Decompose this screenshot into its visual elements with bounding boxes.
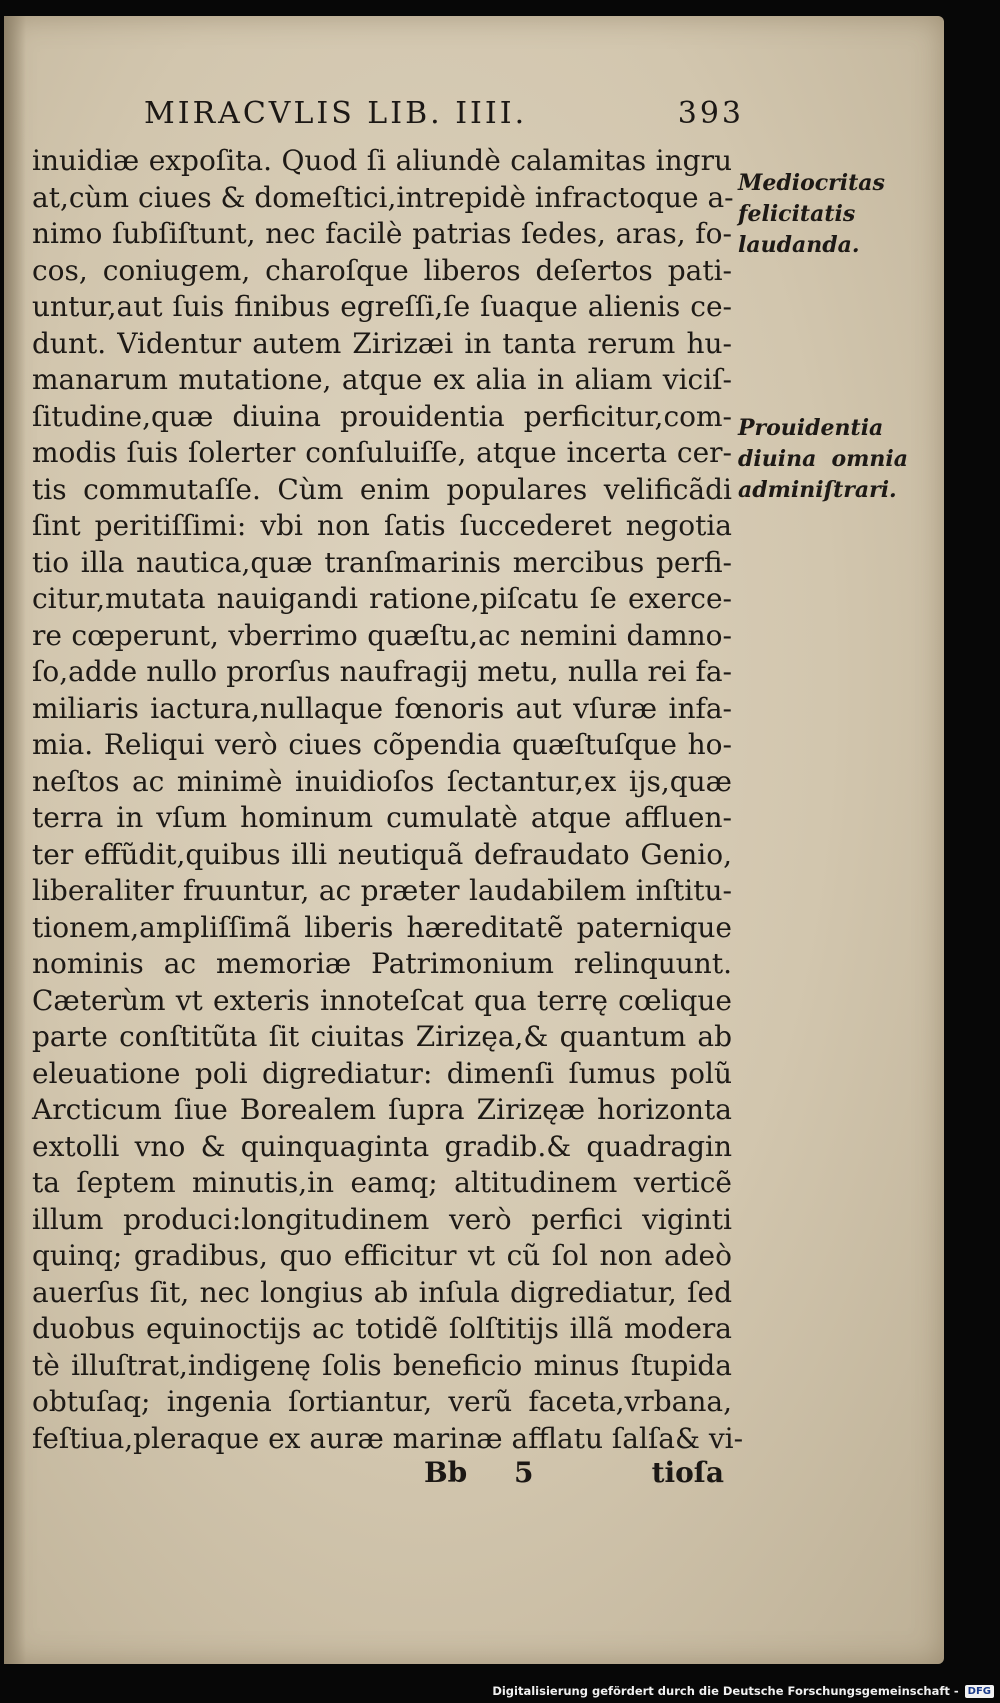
text-line: extolli vno & quinquaginta gradib.& quadragin: [32, 1129, 732, 1163]
text-line: Cæterùm vt exteris innoteſcat qua terrę cœlique: [32, 983, 732, 1017]
signature-mark: Bb: [424, 1456, 468, 1489]
margin-note-prouidentia: [738, 413, 908, 506]
text-line: citur,mutata nauigandi ratione,piſcatu ſe exerce-: [32, 582, 732, 615]
text-line: terra in vſum hominum cumulatè atque affluen-: [32, 801, 732, 834]
text-line: miliaris iactura,nullaque fœnoris aut vſuræ infa-: [32, 691, 732, 725]
text-line: ſitudine,quæ diuina prouidentia perficitur,com-: [32, 399, 732, 433]
text-line: parte conſtitũta ſit ciuitas Zirizęa,& quantum ab: [32, 1020, 732, 1053]
text-line: tio illa nautica,quæ tranſmarinis mercibus perfi-: [32, 545, 732, 579]
page-gutter-shadow: [4, 16, 26, 1664]
text-line: ſint peritiſſimi: vbi non ſatis ſuccederet negotia: [32, 509, 732, 542]
margin-note-line: Mediocritas: [738, 170, 885, 196]
main-text-block: [32, 143, 744, 1457]
dfg-logo: DFG: [965, 1685, 994, 1698]
text-line: duobus equinoctijs ac totidẽ ſolſtitijs illã modera: [32, 1312, 732, 1345]
page-footer: [424, 1456, 724, 1496]
catchword: tioſa: [651, 1456, 724, 1489]
signature-number: 5: [514, 1456, 534, 1489]
text-line: tionem,ampliſſimã liberis hæreditatẽ paternique: [32, 910, 732, 944]
text-line: obtuſaq; ingenia ſortiantur, verũ faceta,vrbana,: [32, 1385, 732, 1418]
text-line: feſtiua,pleraque ex auræ marinæ afflatu ſalſa& vi-: [32, 1421, 744, 1455]
margin-note-line: Prouidentia: [738, 415, 884, 441]
text-line: quinq; gradibus, quo efficitur vt cũ ſol non adeò: [32, 1239, 732, 1272]
text-line: modis ſuis ſolerter conſuluiſſe, atque incerta cer-: [32, 436, 732, 469]
margin-note-line: felicitatis: [738, 201, 856, 227]
text-line: liberaliter fruuntur, ac præter laudabilem inſtitu-: [32, 874, 732, 907]
page-number: 393: [677, 96, 744, 131]
text-line: nominis ac memoriæ Patrimonium relinquunt.: [32, 947, 732, 980]
text-line: cos, coniugem, charoſque liberos deſertos pati-: [32, 253, 732, 287]
margin-note-line: laudanda.: [738, 232, 860, 258]
text-line: untur,aut ſuis finibus egreſſi,ſe ſuaque alienis ce-: [32, 290, 732, 323]
margin-note-line: adminiſtrari.: [738, 477, 897, 503]
text-line: mia. Reliqui verò ciues cõpendia quæſtuſque ho-: [32, 728, 732, 761]
digitization-credit: [474, 1679, 1000, 1703]
text-line: dunt. Videntur autem Zirizæi in tanta rerum hu-: [32, 326, 732, 360]
running-header: [144, 96, 744, 136]
text-line: ta ſeptem minutis,in eamq; altitudinem verticẽ: [32, 1166, 732, 1199]
text-line: ſo,adde nullo prorſus naufragij metu, nulla rei fa-: [32, 655, 732, 688]
text-line: neſtos ac minimè inuidioſos ſectantur,ex ijs,quæ: [32, 764, 732, 798]
book-page: [4, 16, 944, 1664]
text-line: nimo ſubſiſtunt, nec facilè patrias ſedes, aras, fo-: [32, 217, 732, 250]
text-line: manarum mutatione, atque ex alia in aliam viciſ-: [32, 363, 732, 396]
text-line: inuidiæ expoſita. Quod ſi aliundè calamitas ingru: [32, 144, 732, 177]
text-line: tè illuſtrat,indigenę ſolis beneficio minus ſtupida: [32, 1348, 732, 1382]
text-line: eleuatione poli digrediatur: dimenſi ſumus polũ: [32, 1056, 732, 1090]
margin-note-mediocritas: [738, 168, 908, 261]
running-title: MIRACVLIS LIB. IIII.: [144, 96, 528, 131]
text-line: at,cùm ciues & domeſtici,intrepidè infractoque a-: [32, 180, 734, 214]
text-line: tis commutaſſe. Cùm enim populares velificãdi: [32, 472, 732, 506]
text-line: Arcticum ſiue Borealem ſupra Zirizęæ horizonta: [32, 1093, 732, 1126]
text-line: auerſus ſit, nec longius ab inſula digrediatur, ſed: [32, 1275, 732, 1309]
text-line: ter effũdit,quibus illi neutiquã defraudato Genio,: [32, 837, 732, 871]
text-line: re cœperunt, vberrimo quæſtu,ac nemini damno-: [32, 618, 732, 652]
margin-note-line: diuina omnia: [738, 446, 908, 472]
credit-text: Digitalisierung gefördert durch die Deutsche Forschungsgemeinschaft -: [492, 1684, 959, 1698]
text-line: illum produci:longitudinem verò perfici viginti: [32, 1202, 732, 1236]
